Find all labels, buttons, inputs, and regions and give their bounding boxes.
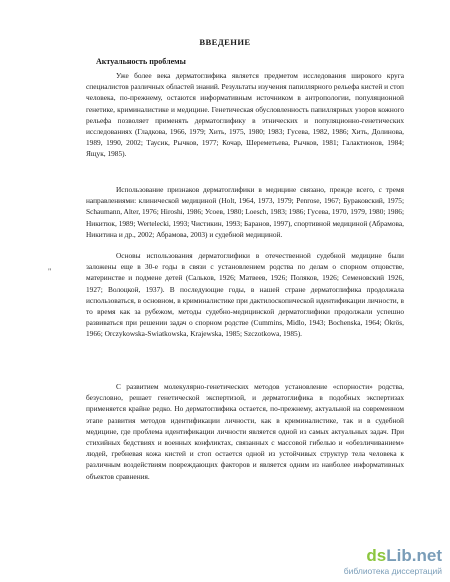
section-heading: ВВЕДЕНИЕ xyxy=(199,37,251,47)
watermark-brand-lib: Lib xyxy=(386,546,412,565)
paragraph-4: С развитием молекулярно-генетических методов установление «спорности» родства, безусловно, решает генетической экспертизой, и дерматоглифика в подобных экспертизах применяется крайне редко. Но дерматоглифика остается, по-прежнему, актуальной на современном этапе развития методов идентификации личности, как в криминалистике, так и в судебной медицине, где проблема идентификации личности является одной из самых актуальных задач. При стихийных бедствиях и военных конфликтах, связанных с массовой гибелью и «обезличиванием» людей, гребневая кожа кистей и стоп остается одной из устойчивых структур тела человека к различным воздействиям повреждающих факторов и является одним из наиболее информативных объектов сравнения. xyxy=(86,382,404,481)
watermark-logo[interactable] xyxy=(344,547,442,576)
watermark-brand xyxy=(344,547,442,565)
watermark-brand-net: .net xyxy=(411,546,442,565)
subsection-heading: Актуальность проблемы xyxy=(96,57,186,66)
watermark-brand-ds: ds xyxy=(366,546,387,565)
watermark-tagline: библиотека диссертаций xyxy=(343,566,442,576)
paragraph-1: Уже более века дерматоглифика является предметом исследования широкого круга специалистов различных областей знаний. Результаты изучения папиллярного рельефа кистей и стоп человека, по-прежнему, остаются информативным источником в антропологии, популяционной генетике, криминалистике и медицине. Генетическая обусловленность папиллярных узоров кожного рельефа позволяет применять дерматоглифику в этнических и популяционно-генетических исследованиях (Гладкова, 1966, 1979; Хить, 1975, 1980; 1983; Гусева, 1982, 1986; Хить, Долинова, 1989, 1990, 2002; Таусик, Рычков, 1977; Кочар, Шереметьева, Рычков, 1981; Галактионов, 1984; Ящук, 1985). xyxy=(86,71,404,159)
paragraph-3: Основы использования дерматоглифики в отечественной судебной медицине были заложены еще в 30-е годы в связи с установлением родства по делам о спорном отцовстве, материнстве и подмене детей (Сальков, 1926; Матвеев, 1926; Поляков, 1926; Семеновский 1926, 1927; Волоцкой, 1937). В последующие годы, в нашей стране дерматоглифика продолжала использоваться, в основном, в криминалистике при дактилоскопической идентификации личности, в то время как за рубежом, методы судебно-медицинской дерматоглифики продолжали успешно развиваться при решении задач о спорном родстве (Cummins, Midlo, 1943; Bochenska, 1964; Ökrös, 1966; Orczykowska-Swiatkowska, Krajewska, 1985; Szczotkowa, 1985). xyxy=(86,251,404,339)
margin-mark: " xyxy=(48,267,52,276)
paragraph-2: Использование признаков дерматоглифики в медицине связано, прежде всего, с тремя направлениями: клинической медициной (Holt, 1964, 1973, 1979; Penrose, 1967; Бураковский, 1975; Schaumann, Alter, 1976; Hiroshi, 1986; Усоев, 1980; Loesch, 1983; 1986; Гусева, 1970, 1979, 1980; 1986; Никитюк, 1989; Wertelecki, 1993; Чистикин, 1993; Баранов, 1997), спортивной медициной (Абрамова, Никитина и др., 2002; Абрамова, 2003) и судебной медициной. xyxy=(86,185,404,239)
